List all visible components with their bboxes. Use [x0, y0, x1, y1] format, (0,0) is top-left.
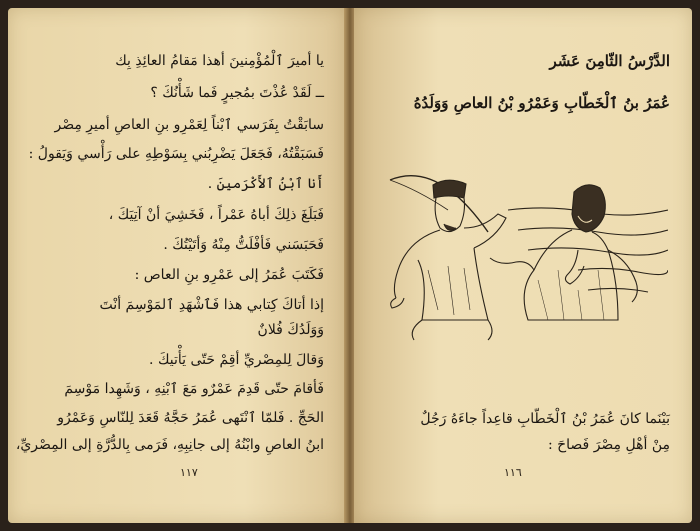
- lesson-title: الدَّرْسُ الثّامِنَ عَشَر: [549, 52, 670, 70]
- text-line: سابَقْتُ بِفَرَسي ٱبْناً لِعَمْرِو بنِ العاصِ أميرِ مِصْر: [54, 117, 324, 133]
- text-line: إذا أتاكَ كِتابي هذا فَٱشْهَدِ ٱلمَوْسِمَ أنْتَ: [99, 297, 324, 313]
- whipping-scene-illustration: [378, 170, 668, 350]
- text-line: فَبَلَغَ ذلِكَ أباهُ عَمْراً ، فَخَشِيَ أنْ آتِيَكَ ،: [108, 207, 324, 223]
- text-line: مِنْ أهْلِ مِصْرَ فَصاحَ :: [547, 437, 670, 453]
- text-line: الحَجِّ . فَلمّا ٱنْتَهى عُمَرُ حَجَّهُ قَعَدَ لِلنّاسِ وَعَمْرُو: [57, 410, 324, 426]
- text-line: يا أميرَ ٱلْمُؤْمِنينَ أهذا مَقامُ العائِذِ بِك: [115, 53, 324, 69]
- page-number: ١١٦: [504, 466, 522, 479]
- text-line: فَأقامَ حتّى قَدِمَ عَمْرٌو مَعَ ٱبْنِهِ ، وَشَهِدا مَوْسِمَ: [64, 381, 324, 397]
- text-line: فَكَتَبَ عُمَرُ إلى عَمْرِو بنِ العاص :: [134, 267, 324, 283]
- text-line: فَسَبَقْتُهُ، فَجَعَلَ يَضْرِبُني بِسَوْطِهِ على رَأْسي وَيَقولُ :: [28, 146, 324, 162]
- left-page: [8, 8, 346, 523]
- text-line: وَوَلَدُكَ فُلانٌ: [257, 322, 324, 338]
- page-number: ١١٧: [180, 466, 198, 479]
- lesson-subtitle: عُمَرُ بنُ ٱلْخَطّابِ وَعَمْرُو بْنُ العاصِ وَوَلَدُهُ: [413, 94, 670, 112]
- text-line: ابنُ العاصِ وابْنُهُ إلى جانِبِهِ، فَرَمى بِالدُّرَّةِ إلى المِصْريِّ،: [15, 437, 324, 453]
- text-line: فَحَبَسَني فَأفْلَتُّ مِنْهُ وَأتَيْتُكَ .: [163, 237, 324, 253]
- text-line: أَنا ٱبْنُ ٱلأَكْرَمينَ .: [207, 176, 324, 192]
- text-line: بَيْنَما كانَ عُمَرُ بْنُ ٱلْخَطّابِ قاعِداً جاءَهُ رَجُلٌ: [420, 411, 670, 427]
- text-line: ــ لَقَدْ عُذْتَ بمُجيرٍ فَما شَأْنُكَ ؟: [150, 85, 324, 101]
- text-line: وَقالَ لِلمِصْريِّ أقِمْ حَتّى يَأْتيكَ .: [149, 352, 324, 368]
